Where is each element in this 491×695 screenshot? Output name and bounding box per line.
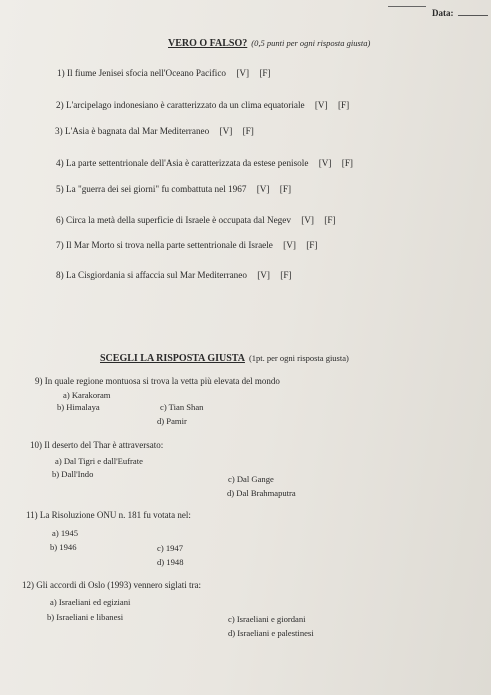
question-10-option-d: d) Dal Brahmaputra — [227, 488, 296, 498]
tf-item-text: Il Mar Morto si trova nella parte settentrionale di Israele — [65, 240, 273, 250]
date-label: Data: — [432, 8, 454, 18]
tf-item-number: 2) — [56, 100, 64, 110]
tf-item-text: La Cisgiordania si affaccia sul Mar Mediterraneo — [65, 270, 247, 280]
tf-true-option: [V] — [219, 126, 233, 136]
multiple-choice-points-note: (1pt. per ogni risposta giusta) — [248, 353, 349, 363]
tf-item-6 — [56, 215, 336, 225]
multiple-choice-heading — [100, 348, 349, 366]
tf-item-text: L'arcipelago indonesiano è caratterizzato da un clima equatoriale — [65, 100, 305, 110]
tf-item-text: Circa la metà della superficie di Israele è occupata dal Negev — [65, 215, 291, 225]
tf-item-2 — [56, 100, 349, 110]
true-false-points-note: (0,5 punti per ogni risposta giusta) — [251, 38, 371, 48]
tf-true-option: [V] — [318, 158, 332, 168]
question-9-option-a: a) Karakoram — [63, 390, 111, 400]
tf-true-option: [V] — [236, 68, 250, 78]
tf-true-option: [V] — [314, 100, 328, 110]
tf-false-option: [F] — [280, 270, 292, 280]
tf-false-option: [F] — [279, 184, 292, 194]
question-12-option-d: d) Israeliani e palestinesi — [228, 628, 314, 638]
tf-item-number: 1) — [57, 68, 65, 78]
question-10-option-a: a) Dal Tigri e dall'Eufrate — [55, 456, 143, 466]
tf-item-8 — [56, 270, 292, 280]
date-field — [432, 3, 488, 21]
question-9-option-b: b) Himalaya — [57, 402, 100, 412]
question-12-option-a: a) Israeliani ed egiziani — [50, 597, 131, 607]
multiple-choice-title: SCEGLI LA RISPOSTA GIUSTA — [100, 353, 245, 364]
question-11-stem: 11) La Risoluzione ONU n. 181 fu votata nel: — [26, 510, 191, 520]
tf-item-3 — [55, 126, 254, 136]
question-10-option-c: c) Dal Gange — [228, 474, 274, 484]
true-false-title: VERO O FALSO? — [168, 38, 248, 49]
tf-false-option: [F] — [242, 126, 254, 136]
question-11-option-b: b) 1946 — [50, 542, 77, 552]
tf-false-option: [F] — [306, 240, 318, 250]
tf-item-text: La parte settentrionale dell'Asia è caratterizzata da estese penisole — [65, 158, 309, 168]
tf-item-number: 7) — [56, 240, 64, 250]
tf-item-text: Il fiume Jenisei sfocia nell'Oceano Pacifico — [66, 68, 227, 78]
date-blank-line — [458, 9, 488, 16]
true-false-heading — [168, 33, 370, 51]
tf-false-option: [F] — [259, 68, 271, 78]
tf-false-option: [F] — [337, 100, 350, 110]
question-10-stem: 10) Il deserto del Thar è attraversato: — [30, 440, 164, 450]
tf-item-1 — [57, 68, 271, 78]
tf-true-option: [V] — [256, 184, 270, 194]
tf-item-5 — [56, 184, 291, 194]
tf-true-option: [V] — [301, 215, 314, 225]
tf-item-4 — [56, 158, 353, 168]
tf-item-number: 6) — [56, 215, 64, 225]
question-12-option-b: b) Israeliani e libanesi — [47, 612, 124, 622]
tf-false-option: [F] — [324, 215, 336, 225]
question-10-option-b: b) Dall'Indo — [52, 469, 94, 479]
question-9-option-d: d) Pamir — [157, 416, 187, 426]
tf-item-number: 5) — [56, 184, 64, 194]
question-11-option-c: c) 1947 — [157, 543, 184, 553]
tf-item-7 — [56, 240, 317, 250]
question-9-option-c: c) Tian Shan — [160, 402, 204, 412]
question-12-stem: 12) Gli accordi di Oslo (1993) vennero siglati tra: — [22, 580, 201, 590]
header-rule — [388, 6, 426, 7]
question-11-option-a: a) 1945 — [52, 528, 79, 538]
tf-item-number: 3) — [55, 126, 63, 136]
tf-item-text: L'Asia è bagnata dal Mar Mediterraneo — [64, 126, 210, 136]
question-11-option-d: d) 1948 — [157, 557, 184, 567]
tf-item-text: La "guerra dei sei giorni" fu combattuta nel 1967 — [65, 184, 247, 194]
tf-true-option: [V] — [283, 240, 296, 250]
question-12-option-c: c) Israeliani e giordani — [228, 614, 306, 624]
tf-true-option: [V] — [257, 270, 270, 280]
tf-item-number: 8) — [56, 270, 64, 280]
question-9-stem: 9) In quale regione montuosa si trova la vetta più elevata del mondo — [35, 376, 280, 386]
tf-false-option: [F] — [341, 158, 353, 168]
tf-item-number: 4) — [56, 158, 64, 168]
